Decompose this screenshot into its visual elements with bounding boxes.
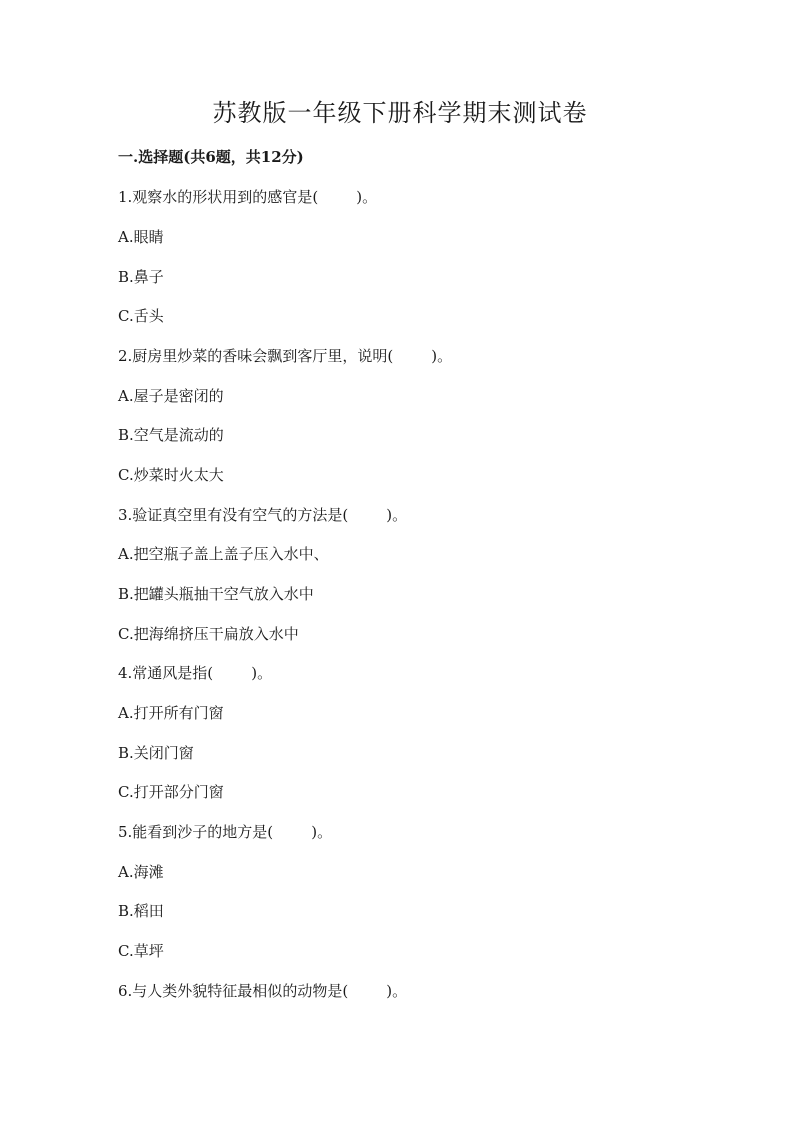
- question-3-option-c: C.把海绵挤压干扁放入水中: [118, 625, 299, 643]
- question-4-stem: 4.常通风是指( )。: [118, 664, 273, 682]
- question-1-option-a: A.眼睛: [118, 228, 164, 246]
- question-6-stem: 6.与人类外貌特征最相似的动物是( )。: [118, 982, 408, 1000]
- question-5-option-a: A.海滩: [118, 863, 164, 881]
- question-2-option-c: C.炒菜时火太大: [118, 466, 224, 484]
- question-1-option-b: B.鼻子: [118, 268, 164, 286]
- question-2-stem: 2.厨房里炒菜的香味会飘到客厅里，说明( )。: [118, 347, 453, 365]
- question-1-stem: 1.观察水的形状用到的感官是( )。: [118, 188, 378, 206]
- question-4-option-b: B.关闭门窗: [118, 744, 194, 762]
- question-3-option-b: B.把罐头瓶抽干空气放入水中: [118, 585, 314, 603]
- question-5-stem: 5.能看到沙子的地方是( )。: [118, 823, 333, 841]
- question-3-option-a: A.把空瓶子盖上盖子压入水中、: [118, 545, 329, 563]
- question-3-stem: 3.验证真空里有没有空气的方法是( )。: [118, 506, 408, 524]
- question-4-option-c: C.打开部分门窗: [118, 783, 224, 801]
- question-1-option-c: C.舌头: [118, 307, 164, 325]
- page-title: 苏教版一年级下册科学期末测试卷: [212, 99, 588, 127]
- question-5-option-b: B.稻田: [118, 902, 164, 920]
- question-4-option-a: A.打开所有门窗: [118, 704, 224, 722]
- question-5-option-c: C.草坪: [118, 942, 164, 960]
- section-heading: 一.选择题(共6题，共12分): [118, 148, 304, 166]
- question-2-option-b: B.空气是流动的: [118, 426, 224, 444]
- question-2-option-a: A.屋子是密闭的: [118, 387, 224, 405]
